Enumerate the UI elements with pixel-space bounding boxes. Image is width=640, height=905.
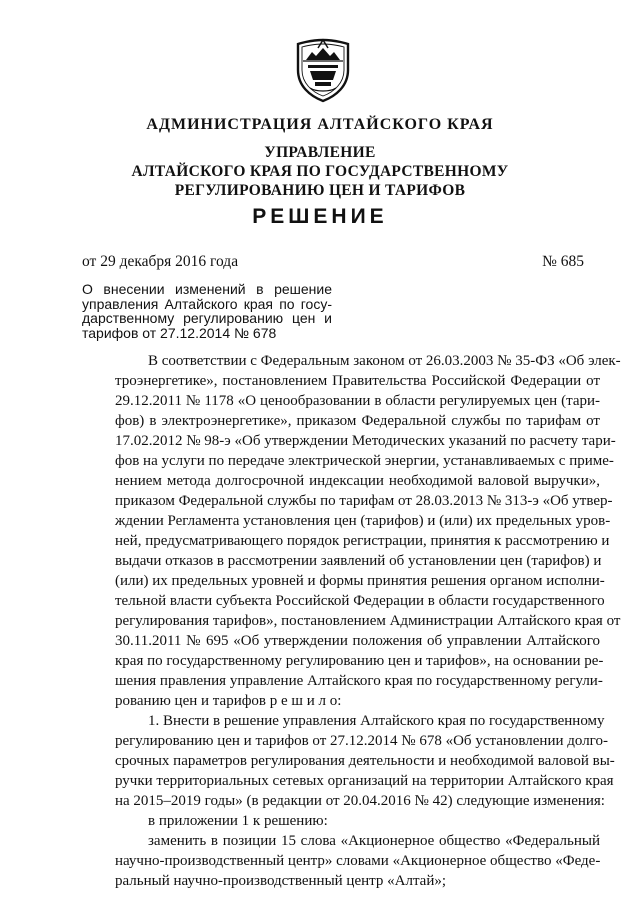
document-type-title: РЕШЕНИЕ bbox=[252, 205, 388, 228]
body-line: ней, предусматривающего порядок регистрации, принятия к рассмотрению и bbox=[115, 533, 610, 549]
body-line: регулирования тарифов», постановлением Администрации Алтайского края от bbox=[115, 613, 621, 629]
department-line: РЕГУЛИРОВАНИЮ ЦЕН И ТАРИФОВ bbox=[174, 182, 466, 199]
department-line: УПРАВЛЕНИЕ bbox=[264, 144, 376, 161]
department-name bbox=[0, 143, 640, 200]
body-line: троэнергетике», постановлением Правительства Российской Федерации от bbox=[115, 373, 600, 389]
body-line: тельной власти субъекта Российской Федерации в области государственного bbox=[115, 593, 605, 609]
document-date: от 29 декабря 2016 года bbox=[82, 253, 239, 270]
subject-line: управления Алтайского края по госу- bbox=[82, 295, 332, 312]
body-line: выдачи отказов в рассмотрении заявлений об установлении цен (тарифов) и bbox=[115, 553, 602, 569]
body-line: срочных параметров регулирования деятельности и необходимой валовой вы- bbox=[115, 753, 615, 769]
document-subject bbox=[82, 282, 332, 340]
coat-of-arms-emblem bbox=[292, 36, 354, 104]
appendix-paragraph bbox=[82, 811, 600, 831]
body-line: заменить в позиции 15 слова «Акционерное общество «Федеральный bbox=[148, 833, 600, 849]
subject-line: дарственному регулированию цен и bbox=[82, 310, 332, 327]
body-line: ждении Регламента установления цен (тарифов) и (или) их предельных уров- bbox=[115, 513, 611, 529]
body-line: на 2015–2019 годы» (в редакции от 20.04.2016 № 42) следующие изменения: bbox=[115, 793, 605, 809]
body-line: (или) их предельных уровней и формы принятия решения органом исполни- bbox=[115, 573, 605, 589]
department-line: АЛТАЙСКОГО КРАЯ ПО ГОСУДАРСТВЕННОМУ bbox=[131, 163, 509, 180]
body-line: фов) в электроэнергетике», приказом Федеральной службы по тарифам от bbox=[115, 413, 600, 429]
subject-line: О внесении изменений в решение bbox=[82, 281, 332, 297]
body-line: шения правления управление Алтайского края по государственному регули- bbox=[115, 673, 603, 689]
body-line: нением метода долгосрочной индексации необходимой валовой выручки», bbox=[115, 473, 600, 489]
body-line: края по государственному регулированию цен и тарифов», на основании ре- bbox=[115, 653, 604, 669]
body-line: рованию цен и тарифов р е ш и л о: bbox=[115, 693, 342, 709]
body-line: ручки территориальных сетевых организаций на территории Алтайского края bbox=[115, 773, 614, 789]
clause-1-paragraph bbox=[82, 711, 615, 811]
body-line: научно-производственный центр» словами «Акционерное общество «Феде- bbox=[115, 853, 601, 869]
body-line: 1. Внести в решение управления Алтайского края по государственному bbox=[148, 713, 605, 729]
body-line: ральный научно-производственный центр «Алтай»; bbox=[115, 873, 447, 889]
replacement-paragraph bbox=[82, 831, 600, 891]
organization-name: АДМИНИСТРАЦИЯ АЛТАЙСКОГО КРАЯ bbox=[146, 116, 494, 133]
body-line: регулированию цен и тарифов от 27.12.2014 № 678 «Об установлении долго- bbox=[115, 733, 608, 749]
body-line: приказом Федеральной службы по тарифам от 28.03.2013 № 313-э «Об утвер- bbox=[115, 493, 613, 509]
body-line: 30.11.2011 № 695 «Об утверждении положения об управлении Алтайского bbox=[115, 633, 600, 649]
body-line: В соответствии с Федеральным законом от 26.03.2003 № 35-ФЗ «Об элек- bbox=[148, 353, 621, 369]
body-line: 29.12.2011 № 1178 «О ценообразовании в области регулируемых цен (тари- bbox=[115, 393, 600, 409]
subject-line: тарифов от 27.12.2014 № 678 bbox=[82, 324, 277, 341]
body-line: 17.02.2012 № 98-э «Об утверждении Методических указаний по расчету тари- bbox=[115, 433, 616, 449]
body-line: фов на услуги по передаче электрической энергии, устанавливаемых с приме- bbox=[115, 453, 614, 469]
document-number: № 685 bbox=[542, 253, 584, 270]
preamble-paragraph bbox=[82, 351, 621, 711]
body-line: в приложении 1 к решению: bbox=[148, 813, 328, 829]
document-body bbox=[82, 351, 621, 891]
